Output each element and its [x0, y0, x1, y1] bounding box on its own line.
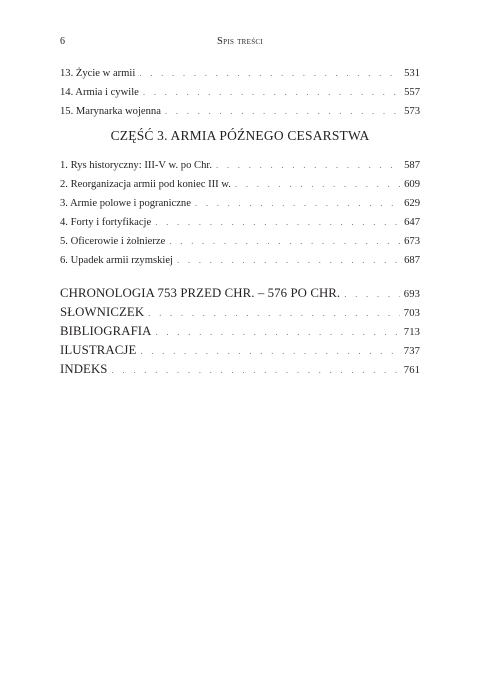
toc-entry[interactable]: [60, 83, 420, 102]
dot-leader: [112, 361, 400, 380]
toc-entry-title: 13. Życie w armii: [60, 68, 136, 79]
toc-entry-page: 737: [403, 346, 420, 357]
dot-leader: [195, 194, 400, 213]
dot-leader: [177, 251, 400, 270]
dot-leader: [165, 102, 400, 121]
dot-leader: [148, 304, 400, 323]
dot-leader: [169, 232, 400, 251]
toc-entry-title: 2. Reorganizacja armii pod koniec III w.: [60, 179, 231, 190]
toc-entry[interactable]: [60, 232, 420, 251]
dot-leader: [140, 342, 399, 361]
toc-entry-page: 609: [404, 179, 420, 190]
toc-entry-title: 15. Marynarka wojenna: [60, 106, 161, 117]
toc-entry-page: 531: [404, 68, 420, 79]
toc-entry-page: 587: [404, 160, 420, 171]
part-heading: CZĘŚĆ 3. ARMIA PÓŹNEGO CESARSTWA: [110, 128, 370, 143]
toc-entry[interactable]: [60, 322, 420, 341]
toc-entry[interactable]: [60, 360, 420, 379]
toc-section-part3: [60, 156, 420, 270]
toc-entry[interactable]: [60, 175, 420, 194]
toc-entry[interactable]: [60, 194, 420, 213]
running-title: Spis treści: [217, 36, 263, 47]
toc-entry[interactable]: [60, 341, 420, 360]
toc-entry[interactable]: [60, 284, 420, 303]
toc-section-back-matter: [60, 284, 420, 379]
toc-entry-title: CHRONOLOGIA 753 PRZED CHR. – 576 PO CHR.: [60, 286, 341, 300]
toc-entry-title: BIBLIOGRAFIA: [60, 324, 152, 338]
toc-entry-page: 673: [404, 236, 420, 247]
toc-entry-page: 687: [404, 255, 420, 266]
toc-entry-title: 14. Armia i cywile: [60, 87, 139, 98]
dot-leader: [344, 285, 400, 304]
toc-entry-title: INDEKS: [60, 362, 108, 376]
toc-entry[interactable]: [60, 156, 420, 175]
toc-entry[interactable]: [60, 251, 420, 270]
dot-leader: [143, 83, 400, 102]
toc-entry-page: 557: [404, 87, 420, 98]
toc-entry-page: 647: [404, 217, 420, 228]
toc-entry-page: 693: [403, 289, 420, 300]
toc-entry-title: 5. Oficerowie i żołnierze: [60, 236, 166, 247]
toc-entry-page: 713: [403, 327, 420, 338]
toc-section-chapters: [60, 64, 420, 121]
toc-entry-title: ILUSTRACJE: [60, 343, 137, 357]
toc-entry[interactable]: [60, 213, 420, 232]
toc-entry-title: 3. Armie polowe i pograniczne: [60, 198, 191, 209]
dot-leader: [216, 156, 400, 175]
toc-entry-page: 573: [404, 106, 420, 117]
toc-entry-title: 4. Forty i fortyfikacje: [60, 217, 152, 228]
toc-entry[interactable]: [60, 303, 420, 322]
toc-entry[interactable]: [60, 102, 420, 121]
dot-leader: [139, 64, 400, 83]
page-number: 6: [60, 36, 65, 47]
dot-leader: [155, 213, 400, 232]
dot-leader: [235, 175, 400, 194]
dot-leader: [156, 323, 400, 342]
toc-entry-title: 6. Upadek armii rzymskiej: [60, 255, 173, 266]
toc-entry-title: 1. Rys historyczny: III-V w. po Chr.: [60, 160, 212, 171]
toc-entry-title: SŁOWNICZEK: [60, 305, 145, 319]
toc-entry-page: 703: [403, 308, 420, 319]
toc-entry[interactable]: [60, 64, 420, 83]
toc-entry-page: 761: [403, 365, 420, 376]
running-header: [60, 36, 420, 50]
toc-entry-page: 629: [404, 198, 420, 209]
